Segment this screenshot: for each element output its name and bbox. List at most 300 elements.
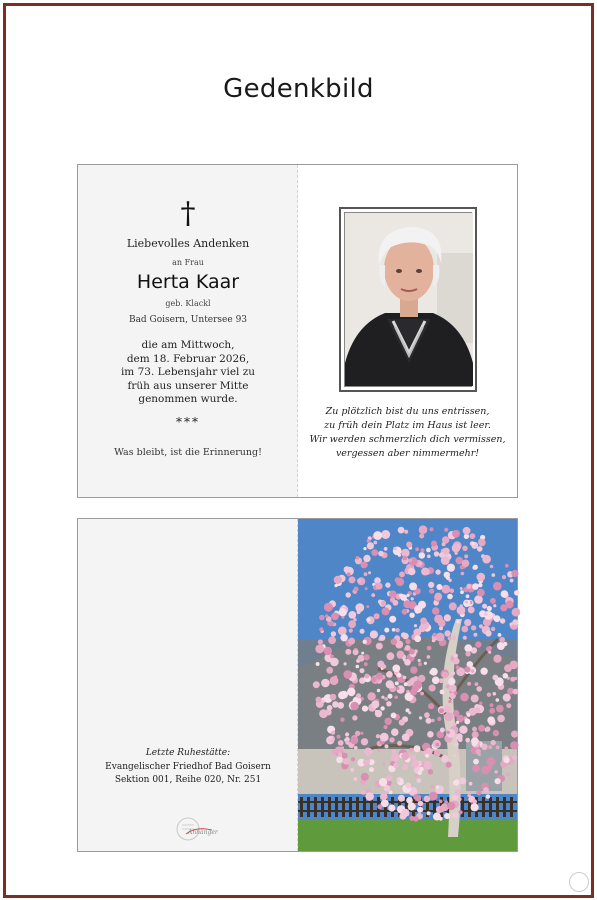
blossom [379, 635, 385, 641]
blossom [384, 628, 389, 633]
closing-line: Was bleibt, ist die Erinnerung! [114, 447, 262, 458]
cross-icon: † [180, 196, 196, 231]
blossom [427, 811, 431, 815]
blossom [365, 674, 370, 679]
blossom [510, 579, 514, 583]
blossom [504, 664, 512, 672]
blossom [424, 761, 432, 769]
blossom [394, 695, 398, 699]
blossom [427, 555, 431, 559]
blossom [453, 779, 459, 785]
blossom [506, 600, 514, 608]
blossom [400, 778, 404, 782]
blossom [349, 576, 356, 583]
blossom [446, 731, 450, 735]
blossom [493, 730, 499, 736]
blossom [386, 701, 391, 706]
blossom [401, 632, 407, 638]
blossom [437, 717, 441, 721]
blossom [485, 726, 490, 731]
blossom [391, 728, 399, 736]
blossom [391, 639, 397, 645]
blossom [512, 755, 517, 760]
blossom [388, 804, 395, 811]
blossom [374, 613, 380, 619]
blossom [431, 541, 437, 547]
blossom [345, 649, 351, 655]
blossom [453, 723, 456, 726]
blossom [322, 700, 325, 703]
svg-text:Anhänger [187, 829, 219, 836]
blossom [370, 630, 378, 638]
blossom [488, 646, 492, 650]
blossom [447, 564, 455, 572]
blossom [444, 528, 448, 532]
fence-picket [342, 797, 345, 817]
blossom [397, 673, 402, 678]
blossom [453, 658, 460, 665]
blossom [388, 694, 393, 699]
blossom [426, 548, 431, 553]
blossom [453, 653, 458, 658]
blossom [382, 792, 387, 797]
blossom [381, 601, 386, 606]
blossom [360, 668, 365, 673]
blossom [402, 734, 410, 742]
blossom [364, 748, 372, 756]
blossom [413, 629, 421, 637]
blossom [444, 630, 450, 636]
blossom [431, 785, 435, 789]
blossom [444, 813, 450, 819]
blossom [353, 649, 359, 655]
blossom [461, 572, 465, 576]
blossom [371, 677, 377, 683]
blossom [465, 601, 468, 604]
blossom [506, 773, 510, 777]
blossom [514, 590, 519, 595]
blossom [467, 794, 471, 798]
blossom [468, 606, 475, 613]
blossom [452, 530, 460, 538]
blossom [376, 583, 383, 590]
blossom [348, 638, 355, 645]
fence-picket [503, 797, 506, 817]
memorial-poem [298, 405, 517, 461]
blossom [454, 543, 461, 550]
fence-picket [356, 797, 359, 817]
blossom [416, 778, 421, 783]
blossom [409, 748, 414, 753]
blossom [469, 782, 473, 786]
blossom [409, 559, 412, 562]
blossom [502, 575, 506, 579]
blossom [466, 594, 470, 598]
resting-place [78, 747, 298, 788]
blossom [492, 573, 496, 577]
blossom [448, 678, 455, 685]
blossom [452, 635, 457, 640]
blossom [452, 795, 458, 801]
blossom [348, 620, 356, 628]
blossom [397, 741, 402, 746]
blossom [430, 668, 438, 676]
blossom [471, 669, 475, 673]
blossom [409, 582, 417, 590]
blossom [377, 689, 380, 692]
blossom [319, 615, 325, 621]
blossom [384, 697, 388, 701]
blossom [376, 673, 383, 680]
blossom [415, 774, 418, 777]
blossom [456, 665, 460, 669]
address: Bad Goisern, Untersee 93 [128, 315, 248, 325]
blossom [444, 712, 453, 721]
blossom [465, 738, 470, 743]
blossom [440, 728, 445, 733]
blossom [316, 662, 320, 666]
blossom [366, 605, 369, 608]
blossom [506, 703, 511, 708]
blossom [344, 566, 351, 573]
blossom [330, 694, 337, 701]
blossom [491, 740, 496, 745]
blossom [487, 606, 492, 611]
blossom [396, 687, 399, 690]
blossom [476, 686, 482, 692]
logo-text: Anhänger [188, 829, 218, 836]
blossom [397, 651, 405, 659]
blossom [346, 592, 351, 597]
blossom [479, 702, 482, 705]
blossom [364, 572, 368, 576]
blossom [475, 641, 481, 647]
blossom [342, 605, 345, 608]
blossom [338, 753, 342, 757]
blossom [360, 732, 363, 735]
blossom [363, 547, 366, 550]
blossom [442, 672, 449, 679]
blossom [393, 600, 399, 606]
blossom [439, 678, 444, 683]
blossom [399, 594, 403, 598]
blossom [361, 652, 364, 655]
blossom [500, 618, 505, 623]
blossom [347, 688, 355, 696]
blossom [350, 736, 358, 744]
blossom [487, 757, 496, 766]
blossom [463, 527, 471, 535]
blossom [382, 607, 390, 615]
blossom [473, 633, 477, 637]
blossom [503, 694, 511, 702]
blossom [496, 705, 504, 713]
blossom [361, 790, 366, 795]
blossom [490, 703, 494, 707]
blossom [354, 746, 358, 750]
blossom [457, 750, 460, 753]
card-front-right [298, 165, 517, 497]
blossom [371, 549, 378, 556]
blossom [389, 737, 394, 742]
blossom [497, 715, 505, 723]
blossom [402, 556, 407, 561]
blossom [362, 706, 368, 712]
blossom [389, 590, 397, 598]
blossom [381, 696, 384, 699]
blossom [514, 677, 517, 680]
blossom [384, 547, 388, 551]
blossom [458, 738, 463, 743]
blossom [338, 691, 346, 699]
blossom [442, 542, 446, 546]
blossom [494, 770, 497, 773]
deceased-name: Herta Kaar [136, 271, 240, 293]
blossom [488, 651, 491, 654]
resting-place-label: Letzte Ruhestätte: [145, 748, 231, 758]
blossom [318, 639, 323, 644]
blossom [340, 634, 347, 641]
blossom [421, 568, 429, 576]
publisher-logo [176, 816, 218, 842]
blossom [389, 791, 393, 795]
blossom [391, 713, 397, 719]
blossom [433, 633, 437, 637]
blossom [472, 731, 479, 738]
blossom [380, 733, 389, 742]
blossom [436, 584, 442, 590]
blossom [367, 542, 374, 549]
blossom [354, 587, 359, 592]
blossom [488, 745, 492, 749]
blossom [364, 654, 370, 660]
blossom [408, 568, 416, 576]
blossom [495, 778, 501, 784]
death-notice-text [78, 339, 298, 407]
blossom [417, 807, 423, 813]
blossom [381, 530, 390, 539]
blossom [477, 573, 486, 582]
blossom [465, 651, 470, 656]
blossom [419, 716, 422, 719]
blossom [355, 731, 360, 736]
blossom [478, 725, 485, 732]
blossom [343, 670, 352, 679]
blossom [420, 692, 424, 696]
blossom [462, 546, 467, 551]
blossom [337, 735, 341, 739]
blossom [321, 679, 330, 688]
blossom [485, 630, 491, 636]
blossom [334, 576, 342, 584]
blossom [326, 667, 333, 674]
blossom [479, 624, 483, 628]
notice-line: dem 18. Februar 2026, [126, 352, 250, 365]
birth-name: geb. Klackl [165, 299, 211, 308]
blossom [496, 698, 500, 702]
blossom [478, 539, 486, 547]
blossom [367, 539, 371, 543]
name-prefix: an Frau [172, 258, 204, 267]
blossom [461, 626, 468, 633]
blossom [426, 718, 432, 724]
blossom [459, 810, 463, 814]
blossom [473, 759, 479, 765]
blossom [313, 681, 320, 688]
blossom [406, 542, 412, 548]
blossom [369, 767, 374, 772]
blossom [392, 665, 400, 673]
poem-line: Wir werden schmerzlich dich vermissen, [309, 434, 506, 445]
blossom [460, 587, 463, 590]
blossom [399, 719, 405, 725]
poem-line: Zu plötzlich bist du uns entrissen, [325, 406, 490, 417]
blossom [434, 750, 441, 757]
blossom [382, 664, 387, 669]
blossom [454, 742, 459, 747]
blossom [363, 760, 369, 766]
blossom [413, 681, 422, 690]
blossom [404, 682, 408, 686]
blossom [377, 804, 382, 809]
blossom [459, 777, 466, 784]
blossom [453, 754, 456, 757]
blossom [464, 644, 472, 652]
blossom [330, 655, 334, 659]
blossom [447, 594, 453, 600]
blossom [460, 693, 469, 702]
blossom [365, 587, 368, 590]
blossom [454, 692, 457, 695]
separator: *** [176, 415, 200, 429]
blossom [376, 643, 383, 650]
blossom [511, 731, 518, 738]
blossom [368, 571, 371, 574]
blossom [419, 552, 426, 559]
blossom [430, 527, 434, 531]
blossom [487, 716, 495, 724]
blossom [418, 771, 422, 775]
blossom [361, 561, 368, 568]
blossom [345, 740, 349, 744]
blossom [486, 794, 490, 798]
card-heading: Liebevolles Andenken [126, 237, 250, 250]
blossom [399, 572, 405, 578]
poem-line: vergessen aber nimmermehr! [335, 448, 480, 459]
blossom [471, 803, 479, 811]
blossom [401, 809, 409, 817]
blossom [427, 646, 432, 651]
blossom [419, 767, 423, 771]
blossom [475, 682, 479, 686]
blossom [457, 620, 460, 623]
blossom [366, 618, 370, 622]
blossom [428, 703, 434, 709]
blossom [392, 749, 397, 754]
blossom [348, 611, 356, 619]
blossom [403, 600, 411, 608]
blossom [380, 706, 384, 710]
blossom [330, 658, 339, 667]
blossom [467, 713, 471, 717]
blossom [503, 673, 509, 679]
blossom [329, 736, 333, 740]
blossom [411, 597, 414, 600]
blossom [385, 744, 389, 748]
blossom [443, 548, 450, 555]
blossom [418, 662, 422, 666]
blossom [404, 659, 411, 666]
blossom [389, 616, 396, 623]
blossom [410, 689, 417, 696]
fence-picket [363, 797, 366, 817]
blossom [472, 765, 480, 773]
blossom [457, 606, 466, 615]
blossom [406, 594, 409, 597]
blossom [511, 570, 518, 577]
blossom [427, 731, 434, 738]
blossom [395, 681, 399, 685]
blossom [418, 562, 422, 566]
blossom [357, 610, 361, 614]
blossom [459, 726, 467, 734]
card-front-left [78, 165, 298, 497]
blossom [373, 541, 377, 545]
blossom [354, 777, 358, 781]
blossom [316, 697, 322, 703]
blossom [342, 753, 348, 759]
blossom [325, 614, 328, 617]
blossom [344, 662, 347, 665]
blossom [406, 708, 410, 712]
blossom [512, 608, 521, 617]
blossom [319, 627, 323, 631]
blossom [466, 584, 471, 589]
fence-picket [300, 797, 303, 817]
blossom [405, 639, 410, 644]
blossom [439, 708, 444, 713]
blossom [425, 754, 429, 758]
blossom [463, 636, 467, 640]
blossom [398, 527, 405, 534]
blossom [489, 708, 495, 714]
blossom [338, 627, 347, 636]
resting-place-line: Evangelischer Friedhof Bad Goisern [105, 761, 271, 772]
blossom [471, 625, 476, 630]
blossom [356, 665, 360, 669]
blossom [410, 666, 417, 673]
blossom [446, 762, 452, 768]
blossom [439, 817, 443, 821]
blossom [404, 530, 408, 534]
blossom [396, 578, 404, 586]
blossom [477, 589, 485, 597]
blossom [481, 766, 490, 775]
blossom [449, 602, 457, 610]
blossom [392, 628, 396, 632]
blossom [483, 787, 489, 793]
blossom [472, 583, 479, 590]
card-back-left [78, 519, 298, 851]
blossom [373, 531, 382, 540]
blossom [327, 705, 333, 711]
blossom [475, 707, 481, 713]
blossom [393, 763, 398, 768]
blossom [456, 721, 459, 724]
blossom [432, 607, 440, 615]
card-back-right [298, 519, 517, 851]
blossom [418, 659, 421, 662]
